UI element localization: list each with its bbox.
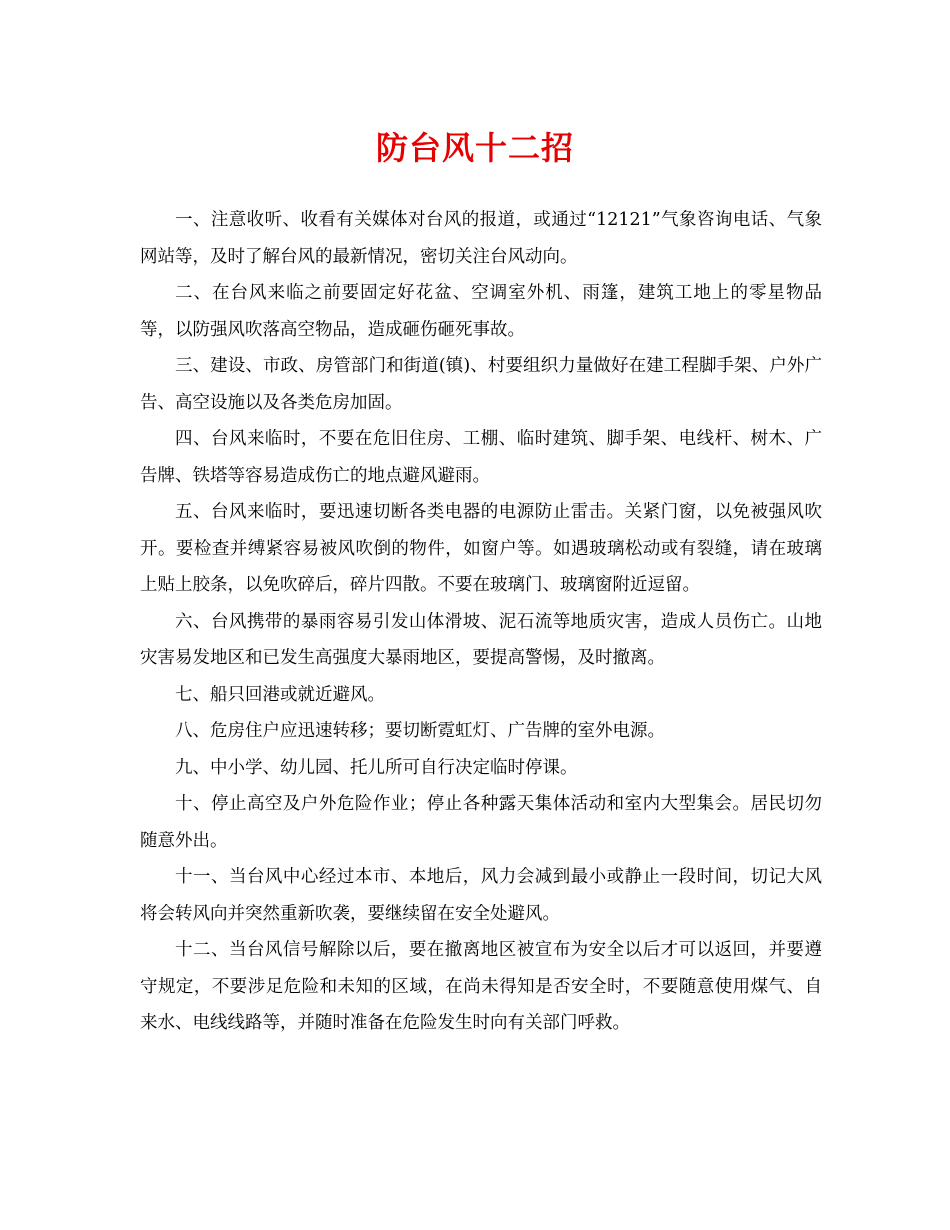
- paragraph-12: 十二、当台风信号解除以后，要在撤离地区被宣布为安全以后才可以返回，并要遵守规定，不要涉足危险和未知的区域，在尚未得知是否安全时，不要随意使用煤气、自来水、电线线路等，并随时准备在危险发生时向有关部门呼救。: [140, 940, 822, 1033]
- paragraph-10: 十、停止高空及户外危险作业；停止各种露天集体活动和室内大型集会。居民切勿随意外出。: [140, 794, 822, 851]
- paragraph-3: 三、建设、市政、房管部门和街道(镇)、村要组织力量做好在建工程脚手架、户外广告、高空设施以及各类危房加固。: [140, 356, 822, 413]
- paragraph-5: 五、台风来临时，要迅速切断各类电器的电源防止雷击。关紧门窗，以免被强风吹开。要检查并缚紧容易被风吹倒的物件，如窗户等。如遇玻璃松动或有裂缝，请在玻璃上贴上胶条，以免吹碎后，碎片四散。不要在玻璃门、玻璃窗附近逗留。: [140, 502, 822, 595]
- paragraph-4: 四、台风来临时，不要在危旧住房、工棚、临时建筑、脚手架、电线杆、树木、广告牌、铁塔等容易造成伤亡的地点避风避雨。: [140, 429, 822, 486]
- paragraph-8: 八、危房住户应迅速转移；要切断霓虹灯、广告牌的室外电源。: [175, 721, 665, 741]
- document-body: [140, 202, 822, 1042]
- paragraph-11: 十一、当台风中心经过本市、本地后，风力会减到最小或静止一段时间，切记大风将会转风向并突然重新吹袭，要继续留在安全处避风。: [140, 867, 822, 924]
- paragraph-6: 六、台风携带的暴雨容易引发山体滑坡、泥石流等地质灾害，造成人员伤亡。山地灾害易发地区和已发生高强度大暴雨地区，要提高警惕，及时撤离。: [140, 611, 822, 668]
- paragraph-9: 九、中小学、幼儿园、托儿所可自行决定临时停课。: [175, 757, 578, 778]
- paragraph-7: 七、船只回港或就近避风。: [175, 684, 385, 705]
- paragraph-1: 一、注意收听、收看有关媒体对台风的报道，或通过“12121”气象咨询电话、气象网站等，及时了解台风的最新情况，密切关注台风动向。: [140, 210, 822, 267]
- paragraph-2: 二、在台风来临之前要固定好花盆、空调室外机、雨篷，建筑工地上的零星物品等，以防强风吹落高空物品，造成砸伤砸死事故。: [140, 283, 822, 340]
- page-title: 防台风十二招: [375, 129, 574, 167]
